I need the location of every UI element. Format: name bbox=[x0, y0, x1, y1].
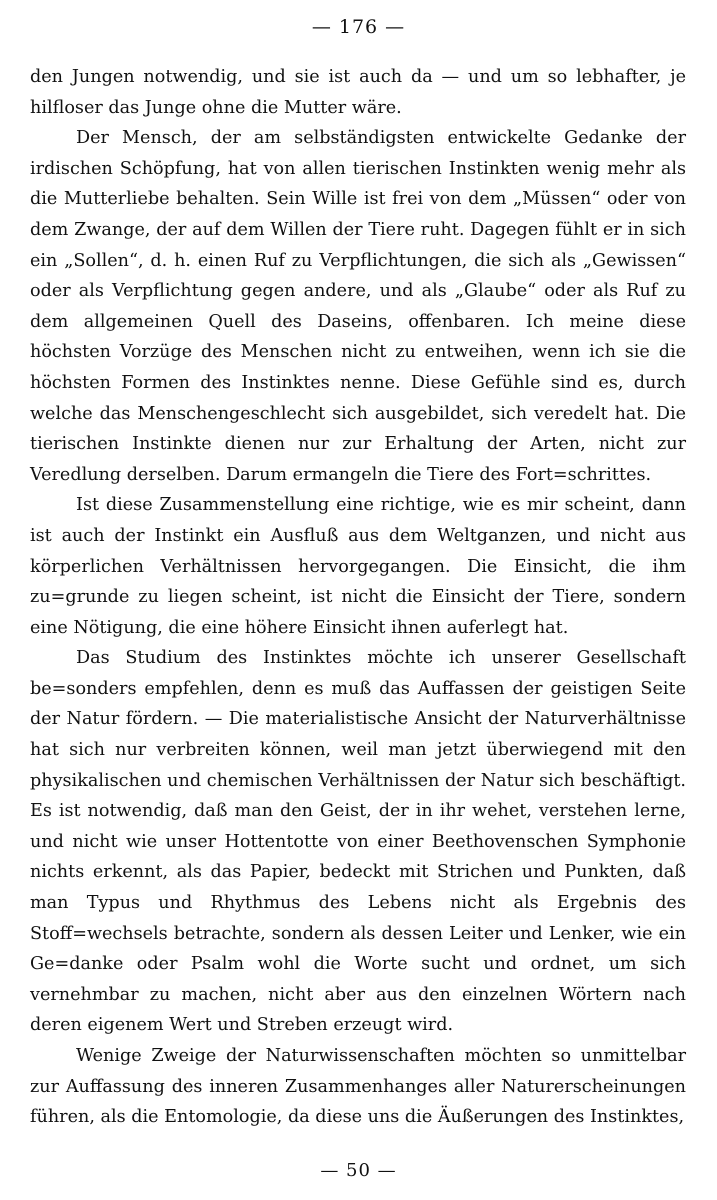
paragraph-4: Das Studium des Instinktes möchte ich unserer Gesellschaft be=sonders empfehlen, denn es muß das Auffassen der geistigen Seite der Natur fördern. — Die materialistische Ansicht der Naturverhältnisse hat sich nur verbreiten können, weil man jetzt überwiegend mit den physikalischen und chemischen Verhältnissen der Natur sich beschäftigt. Es ist notwendig, daß man den Geist, der in ihr wehet, verstehen lerne, und nicht wie unser Hottentotte von einer Beethovenschen Symphonie nichts erkennt, als das Papier, bedeckt mit Strichen und Punkten, daß man Typus und Rhythmus des Lebens nicht als Ergebnis des Stoff=wechsels betrachte, sondern als dessen Leiter und Lenker, wie ein Ge=danke oder Psalm wohl die Worte sucht und ordnet, um sich vernehmbar zu machen, nicht aber aus den einzelnen Wörtern nach deren eigenem Wert und Streben erzeugt wird. bbox=[30, 648, 686, 1036]
paragraph-1: den Jungen notwendig, und sie ist auch da — und um so lebhafter, je hilfloser das Junge ohne die Mutter wäre. bbox=[30, 67, 686, 118]
page-header-number: — 176 — bbox=[311, 16, 406, 38]
page-footer-number: — 50 — bbox=[320, 1160, 397, 1181]
paragraph-3: Ist diese Zusammenstellung eine richtige, wie es mir scheint, dann ist auch der Instinkt ein Ausfluß aus dem Weltganzen, und nicht aus körperlichen Verhältnissen hervorgegangen. Die Einsicht, die ihm zu=grunde zu liegen scheint, ist nicht die Einsicht der Tiere, sondern eine Nötigung, die eine höhere Einsicht ihnen auferlegt hat. bbox=[30, 495, 686, 638]
paragraph-2: Der Mensch, der am selbständigsten entwickelte Gedanke der irdischen Schöpfung, hat von allen tierischen Instinkten wenig mehr als die Mutterliebe behalten. Sein Wille ist frei von dem „Müssen“ oder von dem Zwange, der auf dem Willen der Tiere ruht. Dagegen fühlt er in sich ein „Sollen“, d. h. einen Ruf zu Verpflichtungen, die sich als „Gewissen“ oder als Verpflichtung gegen andere, und als „Glaube“ oder als Ruf zu dem allgemeinen Quell des Daseins, offenbaren. Ich meine diese höchsten Vorzüge des Menschen nicht zu entweihen, wenn ich sie die höchsten Formen des Instinktes nenne. Diese Gefühle sind es, durch welche das Menschengeschlecht sich ausgebildet, sich veredelt hat. Die tierischen Instinkte dienen nur zur Erhaltung der Arten, nicht zur Veredlung derselben. Darum ermangeln die Tiere des Fort=schrittes. bbox=[30, 128, 686, 485]
page-body bbox=[30, 62, 686, 1133]
paragraph-5: Wenige Zweige der Naturwissenschaften möchten so unmittelbar zur Auffassung des inneren Zusammenhanges aller Naturerscheinungen führen, als die Entomologie, da diese uns die Äußerungen des Instinktes, bbox=[30, 1046, 686, 1128]
